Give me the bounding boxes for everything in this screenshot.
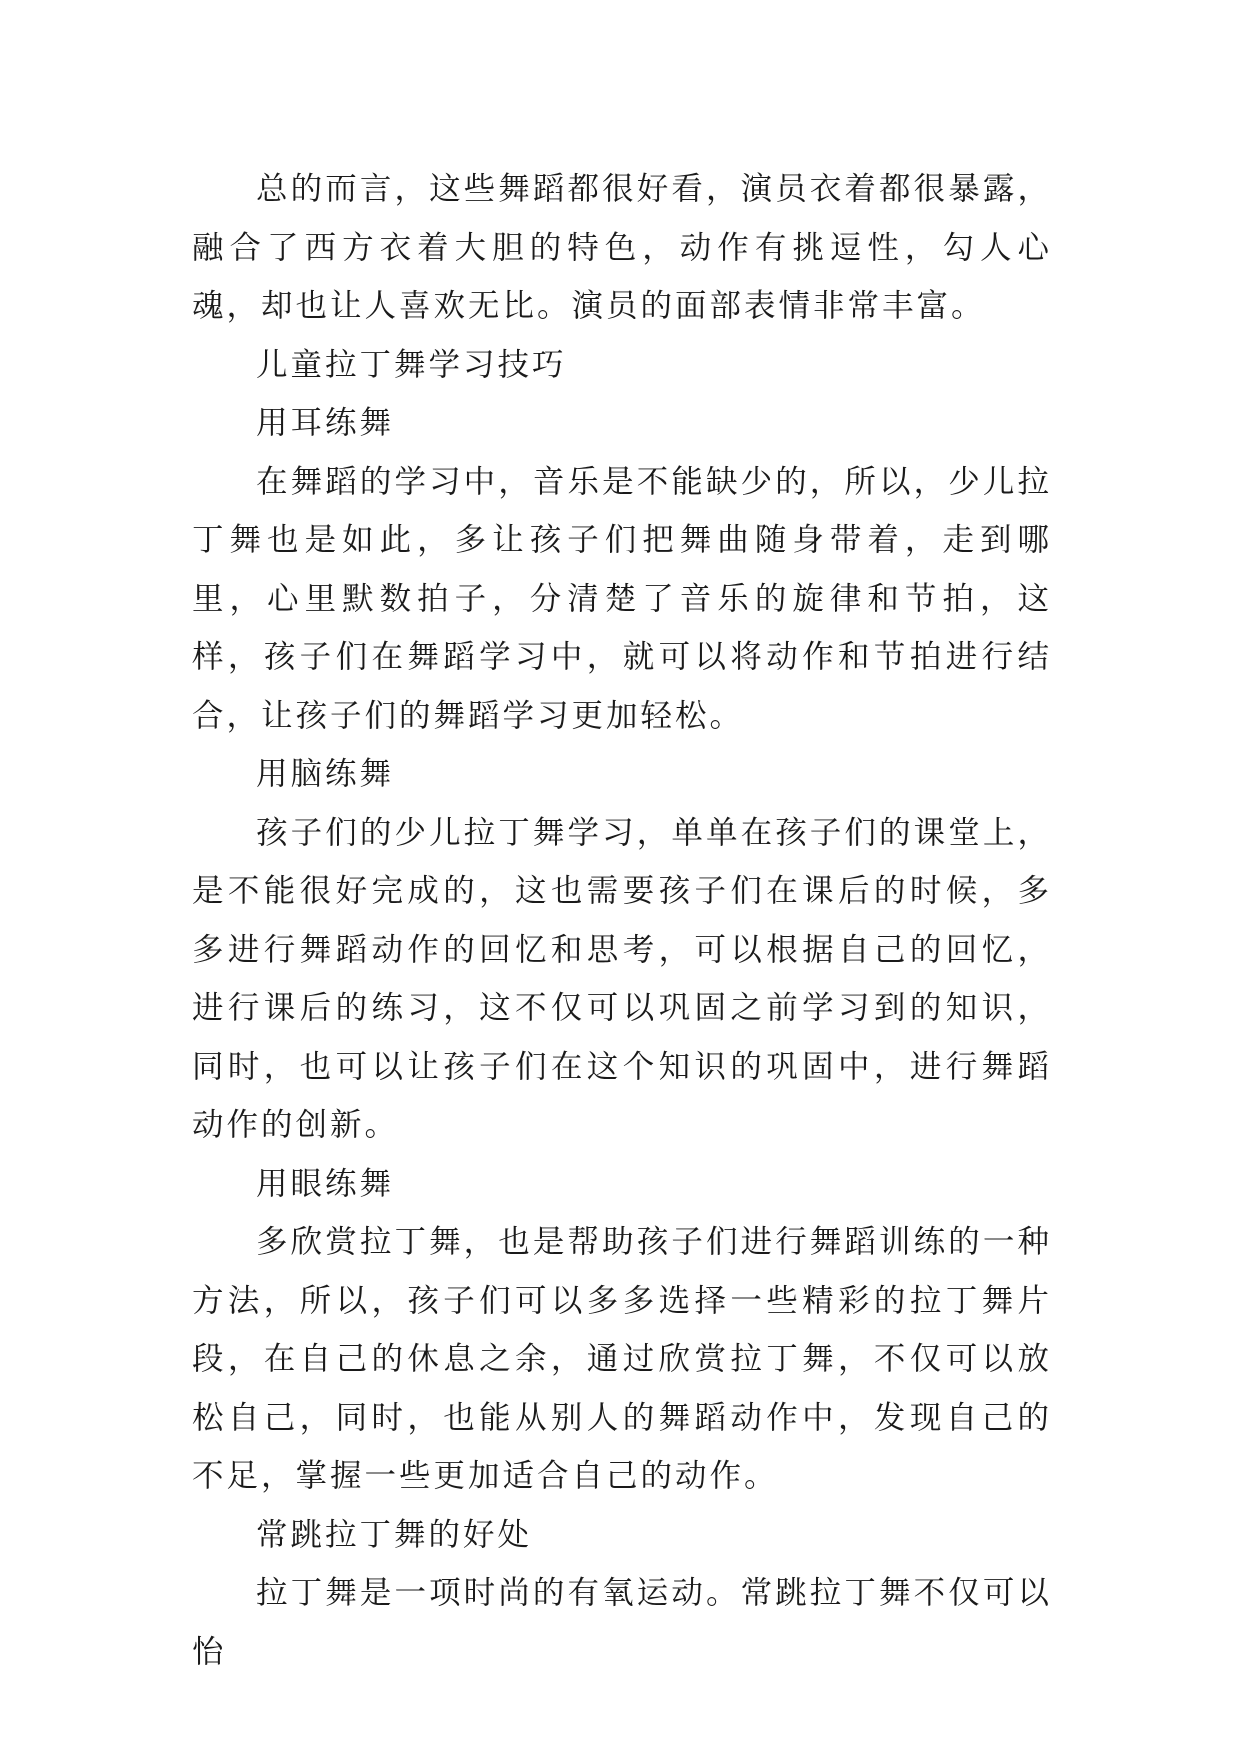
subheading-brain-practice: 用脑练舞 [256, 756, 395, 792]
heading-kids-latin-dance-tips: 儿童拉丁舞学习技巧 [256, 346, 567, 383]
heading-benefits: 常跳拉丁舞的好处 [256, 1516, 533, 1553]
paragraph-summary: 总的而言，这些舞蹈都很好看，演员衣着都很暴露，融合了西方衣着大胆的特色，动作有挑逗性，勾人心魂，却也让人喜欢无比。演员的面部表情非常丰富。 [192, 171, 1052, 324]
paragraph-ear-practice: 在舞蹈的学习中，音乐是不能缺少的，所以，少儿拉丁舞也是如此，多让孩子们把舞曲随身带着，走到哪里，心里默数拍子，分清楚了音乐的旋律和节拍，这样，孩子们在舞蹈学习中，就可以将动作和节拍进行结合，让孩子们的舞蹈学习更加轻松。 [192, 463, 1052, 734]
paragraph-benefits: 拉丁舞是一项时尚的有氧运动。常跳拉丁舞不仅可以怡 [192, 1575, 1052, 1670]
paragraph-eye-practice: 多欣赏拉丁舞，也是帮助孩子们进行舞蹈训练的一种方法，所以，孩子们可以多多选择一些精彩的拉丁舞片段，在自己的休息之余，通过欣赏拉丁舞，不仅可以放松自己，同时，也能从别人的舞蹈动作中，发现自己的不足，掌握一些更加适合自己的动作。 [192, 1224, 1052, 1494]
document-body [192, 160, 1052, 1681]
paragraph-brain-practice: 孩子们的少儿拉丁舞学习，单单在孩子们的课堂上，是不能很好完成的，这也需要孩子们在课后的时候，多多进行舞蹈动作的回忆和思考，可以根据自己的回忆，进行课后的练习，这不仅可以巩固之前学习到的知识，同时，也可以让孩子们在这个知识的巩固中，进行舞蹈动作的创新。 [192, 814, 1052, 1143]
subheading-eye-practice: 用眼练舞 [256, 1165, 395, 1202]
subheading-ear-practice: 用耳练舞 [256, 405, 395, 441]
